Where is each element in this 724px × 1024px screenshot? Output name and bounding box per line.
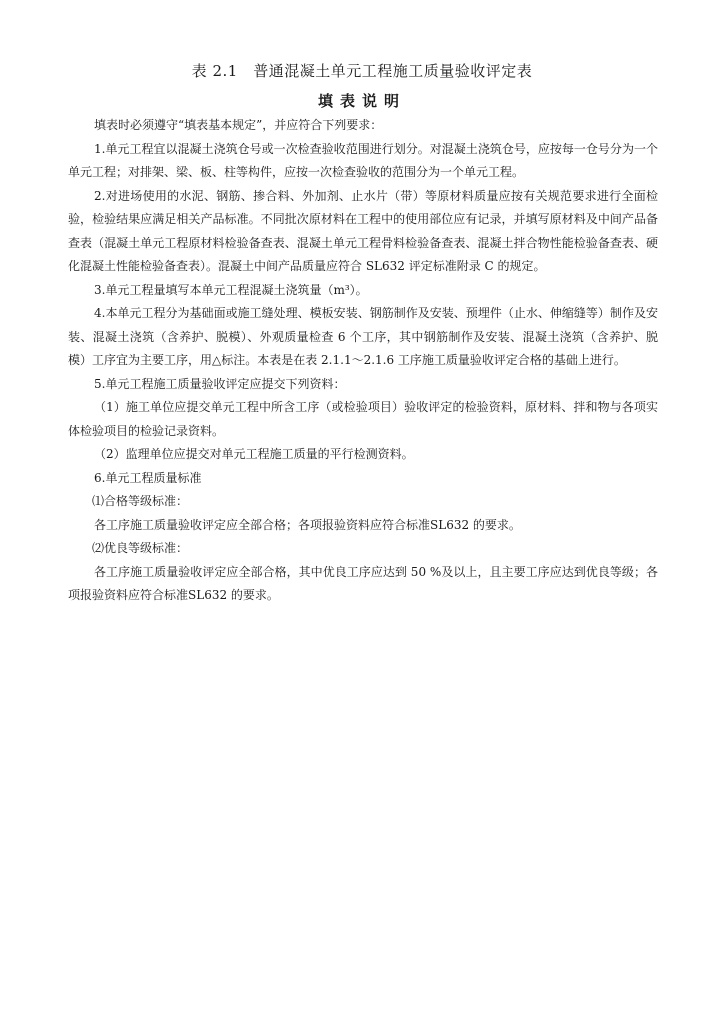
item-6-2-text: 各工序施工质量验收评定应全部合格，其中优良工序应达到 50 %及以上，且主要工序应达到优良等级；各项报验资料应符合标准SL632 的要求。 bbox=[68, 564, 658, 602]
item-5-1-paragraph: （1）施工单位应提交单元工程中所含工序（或检验项目）验收评定的检验资料，原材料、拌和物与各项实体检验项目的检验记录资料。 bbox=[68, 400, 658, 438]
item-1-paragraph: 1.单元工程宜以混凝土浇筑仓号或一次检查验收范围进行划分。对混凝土浇筑仓号，应按每一仓号分为一个单元工程；对排架、梁、板、柱等构件，应按一次检查验收的范围分为一个单元工程。 bbox=[68, 141, 658, 179]
item-2-paragraph: 2.对进场使用的水泥、钢筋、掺合料、外加剂、止水片（带）等原材料质量应按有关规范要求进行全面检验，检验结果应满足相关产品标准。不同批次原材料在工程中的使用部位应有记录，并填写原材料及中间产品备查表（混凝土单元工程原材料检验备查表、混凝土单元工程骨料检验备查表、混凝土拌合物性能检验备查表、硬化混凝土性能检验备查表）。混凝土中间产品质量应符合 SL632 评定标准附录 C 的规定。 bbox=[68, 188, 658, 273]
intro-paragraph: 填表时必须遵守“填表基本规定”，并应符合下列要求： bbox=[94, 118, 383, 132]
item-6-1-text: 各工序施工质量验收评定应全部合格；各项报验资料应符合标准SL632 的要求。 bbox=[94, 517, 521, 532]
item-6-2-label: ⑵优良等级标准： bbox=[92, 541, 189, 555]
item-6-paragraph: 6.单元工程质量标准 bbox=[94, 470, 202, 485]
section-heading: 填表说明 bbox=[317, 92, 406, 110]
item-6-1-label: ⑴合格等级标准： bbox=[92, 494, 189, 508]
item-5-2-paragraph: （2）监理单位应提交对单元工程施工质量的平行检测资料。 bbox=[94, 447, 414, 461]
page-title: 表 2.1 普通混凝土单元工程施工质量验收评定表 bbox=[191, 62, 533, 80]
instructions-body bbox=[68, 114, 658, 608]
item-5-paragraph: 5.单元工程施工质量验收评定应提交下列资料： bbox=[94, 376, 346, 391]
item-3-paragraph: 3.单元工程量填写本单元工程混凝土浇筑量（m³）。 bbox=[94, 282, 368, 297]
item-4-paragraph: 4.本单元工程分为基础面或施工缝处理、模板安装、钢筋制作及安装、预埋件（止水、伸缩缝等）制作及安装、混凝土浇筑（含养护、脱模）、外观质量检查 6 个工序，其中钢筋制作及安装、混凝土浇筑（含养护、脱模）工序宜为主要工序，用△标注。本表是在表 2.1.1～2.1.6 工序施工质量验收评定合格的基础上进行。 bbox=[68, 306, 658, 367]
